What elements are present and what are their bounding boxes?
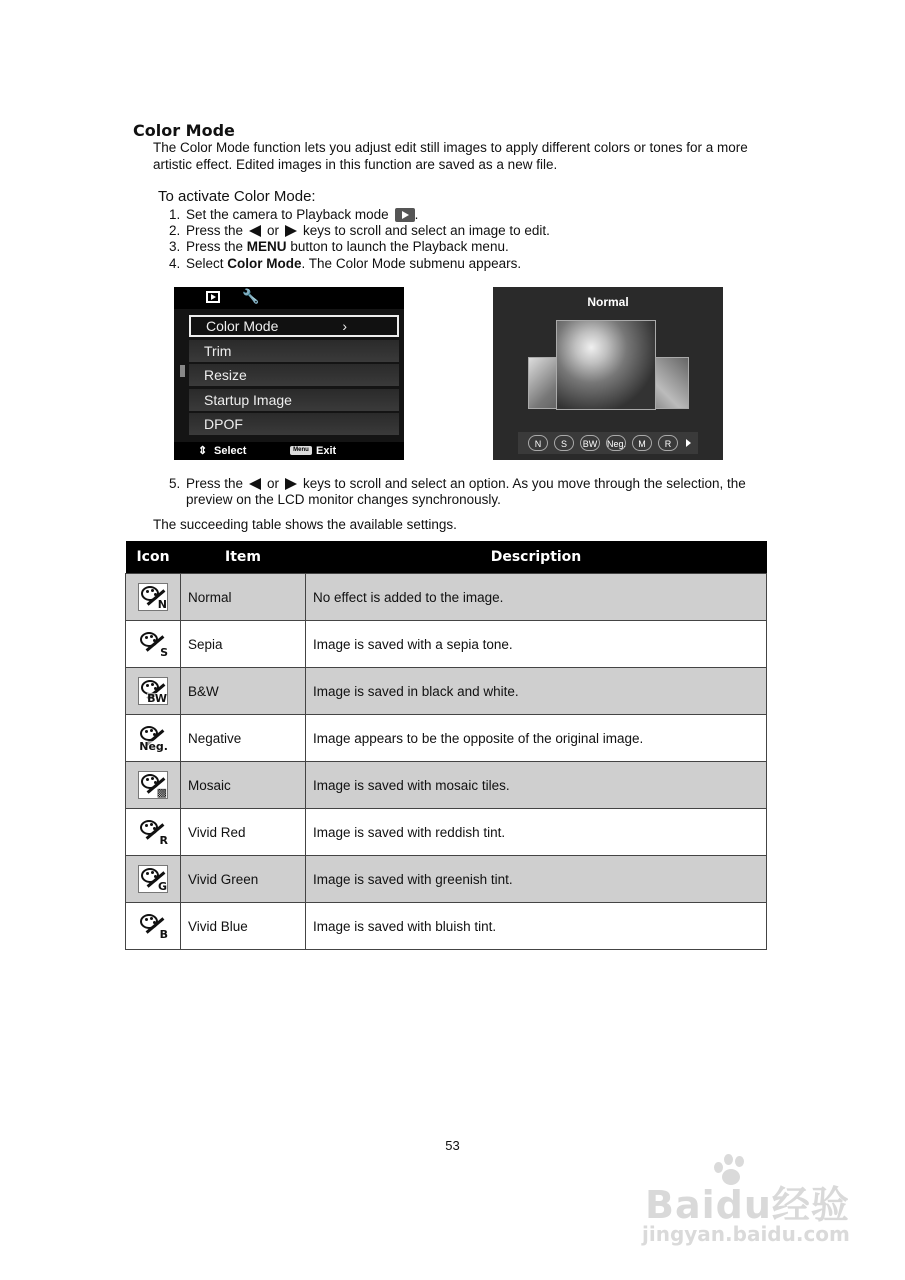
step-1 (169, 207, 550, 223)
section-title: Color Mode (133, 121, 235, 140)
row-description: Image is saved with bluish tint. (306, 903, 767, 950)
strip-icon-negative[interactable]: Neg. (606, 435, 626, 451)
step-text: Press the (186, 223, 244, 239)
menu-item-dpof[interactable]: DPOF (189, 413, 399, 435)
row-item: Mosaic (181, 762, 306, 809)
color-mosaic-icon: ▩ (138, 771, 168, 799)
row-description: Image is saved with mosaic tiles. (306, 762, 767, 809)
table-row (126, 856, 767, 903)
step-number: 3. (169, 239, 181, 255)
menu-items (189, 315, 399, 438)
row-item: Negative (181, 715, 306, 762)
step-4 (169, 256, 550, 272)
step-2 (169, 223, 550, 239)
chevron-right-icon: › (342, 318, 347, 334)
color-vivid-green-icon: G (138, 865, 168, 893)
menu-key-icon: Menu (290, 446, 312, 455)
row-description: Image is saved in black and white. (306, 668, 767, 715)
row-description: Image is saved with reddish tint. (306, 809, 767, 856)
table-row (126, 621, 767, 668)
watermark-logo: Baidu经验 (645, 1183, 850, 1227)
strip-icon-normal[interactable]: N (528, 435, 548, 451)
step-text: Press the (186, 476, 244, 491)
step-text: Set the camera to Playback mode (186, 207, 389, 222)
scroll-indicator (180, 365, 185, 377)
row-item: B&W (181, 668, 306, 715)
table-header-row (126, 541, 767, 574)
step-number: 2. (169, 223, 181, 239)
menu-item-trim[interactable]: Trim (189, 340, 399, 362)
menu-item-resize[interactable]: Resize (189, 364, 399, 386)
menu-item-label: Color Mode (206, 318, 279, 334)
section-intro: The Color Mode function lets you adjust edit still images to apply different colors or tones for a more artistic effect. Edited images in this function are saved as a new file. (153, 140, 748, 172)
step-number: 4. (169, 255, 181, 271)
color-vivid-blue-icon: B (138, 912, 168, 940)
step-text-end: . (414, 207, 419, 222)
row-item: Vivid Green (181, 856, 306, 903)
strip-icon-mosaic[interactable]: M (632, 435, 652, 451)
watermark-url: jingyan.baidu.com (642, 1222, 850, 1246)
lcd-preview (493, 287, 723, 460)
steps-list (169, 207, 550, 272)
row-item: Sepia (181, 621, 306, 668)
step-number: 5. (169, 476, 181, 491)
exit-hint: Exit (316, 445, 337, 457)
table-row (126, 715, 767, 762)
strip-icon-bw[interactable]: BW (580, 435, 600, 451)
step-text: Select (186, 255, 224, 271)
table-row (126, 574, 767, 621)
menu-item-color-mode[interactable] (189, 315, 399, 337)
color-mode-settings-table (125, 541, 767, 950)
play-icon (206, 291, 220, 303)
activate-heading: To activate Color Mode: (158, 188, 316, 205)
step-text-end: keys to scroll and select an image to edit. (303, 223, 550, 239)
menu-key-label: MENU (246, 239, 287, 255)
table-row (126, 903, 767, 950)
step-text-end: . The Color Mode submenu appears. (301, 255, 522, 271)
step-3 (169, 239, 550, 255)
row-item: Normal (181, 574, 306, 621)
select-hint: Select (214, 445, 247, 457)
color-negative-icon: Neg. (138, 724, 168, 752)
step-5 (169, 476, 769, 508)
row-description: Image is saved with greenish tint. (306, 856, 767, 903)
page-number: 53 (445, 1138, 460, 1153)
row-item: Vivid Blue (181, 903, 306, 950)
step-text-end: keys to scroll and select an option. As you move through the selection, the (303, 476, 746, 491)
header-icon: Icon (126, 541, 181, 574)
color-vivid-red-icon: R (138, 818, 168, 846)
table-row (126, 809, 767, 856)
table-intro: The succeeding table shows the available settings. (153, 517, 457, 532)
color-sepia-icon: S (138, 630, 168, 658)
row-description: Image is saved with a sepia tone. (306, 621, 767, 668)
color-bw-icon: BW (138, 677, 168, 705)
up-down-arrows-icon: ⇕ (198, 445, 208, 457)
menu-item-startup-image[interactable]: Startup Image (189, 389, 399, 411)
header-item: Item (181, 541, 306, 574)
step-text-or: or (267, 223, 280, 239)
step-text-end: button to launch the Playback menu. (290, 239, 509, 255)
preview-mode-title: Normal (587, 295, 629, 309)
camera-playback-menu (174, 287, 404, 460)
left-arrow-icon (249, 225, 261, 237)
playback-button-icon (395, 208, 415, 222)
step-text-or: or (267, 476, 280, 491)
left-arrow-icon (249, 478, 261, 490)
strip-icon-red[interactable]: R (658, 435, 678, 451)
table-row (126, 762, 767, 809)
row-description: No effect is added to the image. (306, 574, 767, 621)
strip-icon-sepia[interactable]: S (554, 435, 574, 451)
menu-bottombar (174, 442, 404, 460)
right-arrow-icon (285, 225, 297, 237)
baidu-watermark (640, 1152, 880, 1262)
color-normal-icon: N (138, 583, 168, 611)
step-text-continued: preview on the LCD monitor changes synchronously. (186, 492, 501, 508)
strip-next-arrow-icon[interactable] (686, 439, 691, 447)
wrench-icon: 🔧 (242, 288, 260, 304)
step-text: Press the (186, 239, 244, 255)
right-arrow-icon (285, 478, 297, 490)
step-number: 1. (169, 207, 181, 222)
table-row (126, 668, 767, 715)
row-description: Image appears to be the opposite of the original image. (306, 715, 767, 762)
color-mode-label: Color Mode (227, 255, 302, 271)
color-mode-icon-strip (518, 432, 698, 454)
menu-topbar (174, 287, 404, 309)
preview-photo-center (556, 320, 656, 410)
header-description: Description (306, 541, 767, 574)
row-item: Vivid Red (181, 809, 306, 856)
